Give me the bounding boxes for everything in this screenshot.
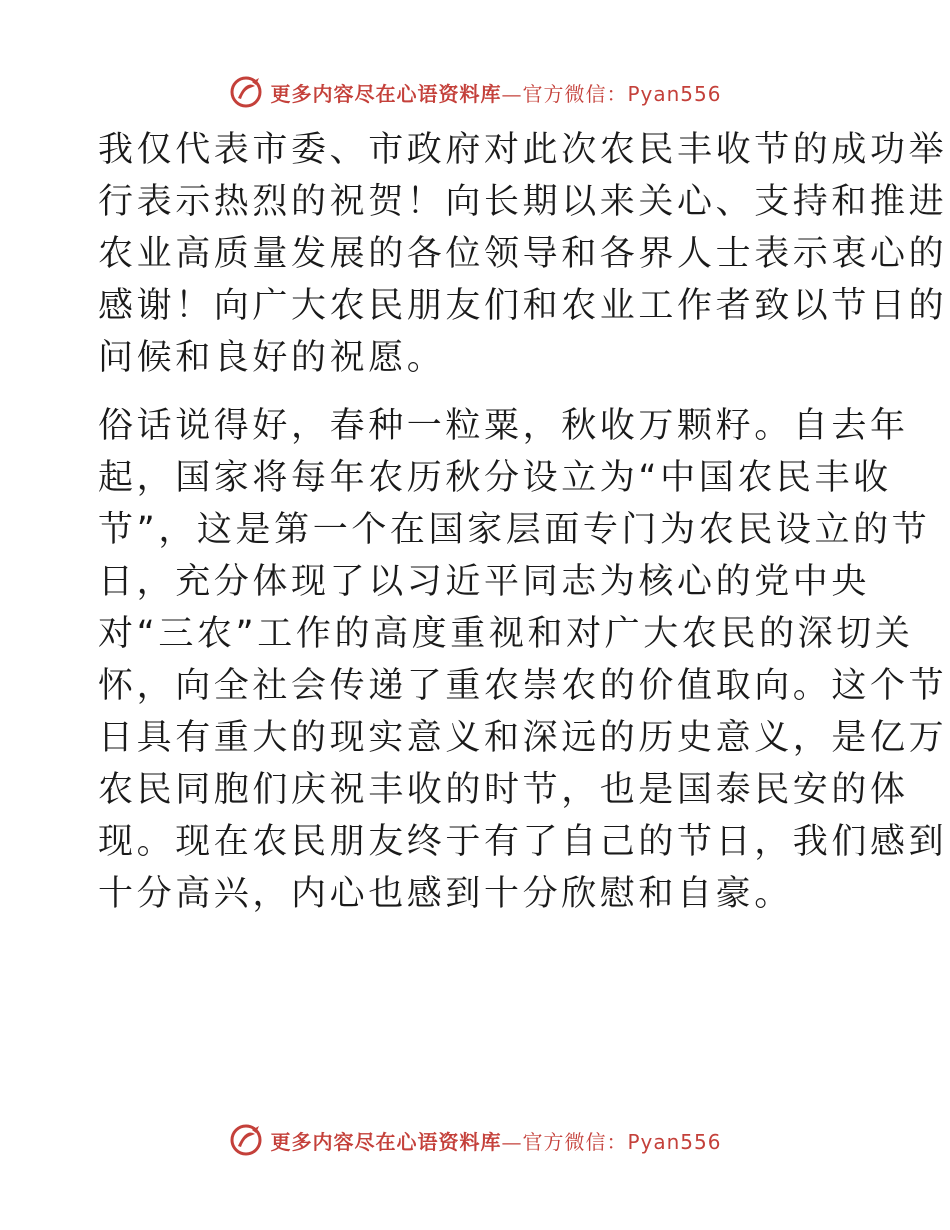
text-line: 日，充分体现了以习近平同志为核心的党中央 xyxy=(98,562,871,602)
footer-banner-wechat: 官方微信：Pyan556 xyxy=(522,1129,722,1154)
text-line: 起，国家将每年农历秋分设立为“中国农民丰收 xyxy=(98,458,892,498)
paragraph-1 xyxy=(98,124,948,384)
text-line: 对“三农”工作的高度重视和对广大农民的深切关 xyxy=(98,614,914,654)
document-body xyxy=(98,124,948,920)
header-banner-main: 更多内容尽在心语资料库 xyxy=(270,81,502,106)
text-line: 十分高兴，内心也感到十分欣慰和自豪。 xyxy=(98,874,793,914)
text-line: 现。现在农民朋友终于有了自己的节日，我们感到 xyxy=(98,822,948,862)
footer-banner-main: 更多内容尽在心语资料库 xyxy=(270,1129,502,1154)
text-line: 俗话说得好，春种一粒粟，秋收万颗籽。自去年 xyxy=(98,406,909,446)
header-banner-text xyxy=(270,78,721,107)
text-line: 怀，向全社会传递了重农崇农的价值取向。这个节 xyxy=(98,666,948,706)
footer-banner xyxy=(0,1120,950,1160)
footer-banner-text xyxy=(270,1126,721,1155)
text-line: 感谢！向广大农民朋友们和农业工作者致以节日的 xyxy=(98,286,948,326)
text-line: 农业高质量发展的各位领导和各界人士表示衷心的 xyxy=(98,234,948,274)
logo-icon xyxy=(228,1122,264,1158)
text-line: 日具有重大的现实意义和深远的历史意义，是亿万 xyxy=(98,718,948,758)
logo-icon xyxy=(228,74,264,110)
header-banner-dash: — xyxy=(501,81,523,106)
header-banner xyxy=(0,72,950,112)
text-line: 问候和良好的祝愿。 xyxy=(98,338,446,378)
text-line: 节”，这是第一个在国家层面专门为农民设立的节 xyxy=(98,510,931,550)
text-line: 我仅代表市委、市政府对此次农民丰收节的成功举 xyxy=(98,130,948,170)
footer-banner-dash: — xyxy=(501,1129,523,1154)
text-line: 农民同胞们庆祝丰收的时节，也是国泰民安的体 xyxy=(98,770,909,810)
header-banner-wechat: 官方微信：Pyan556 xyxy=(522,81,722,106)
paragraph-2 xyxy=(98,400,948,920)
text-line: 行表示热烈的祝贺！向长期以来关心、支持和推进 xyxy=(98,182,948,222)
